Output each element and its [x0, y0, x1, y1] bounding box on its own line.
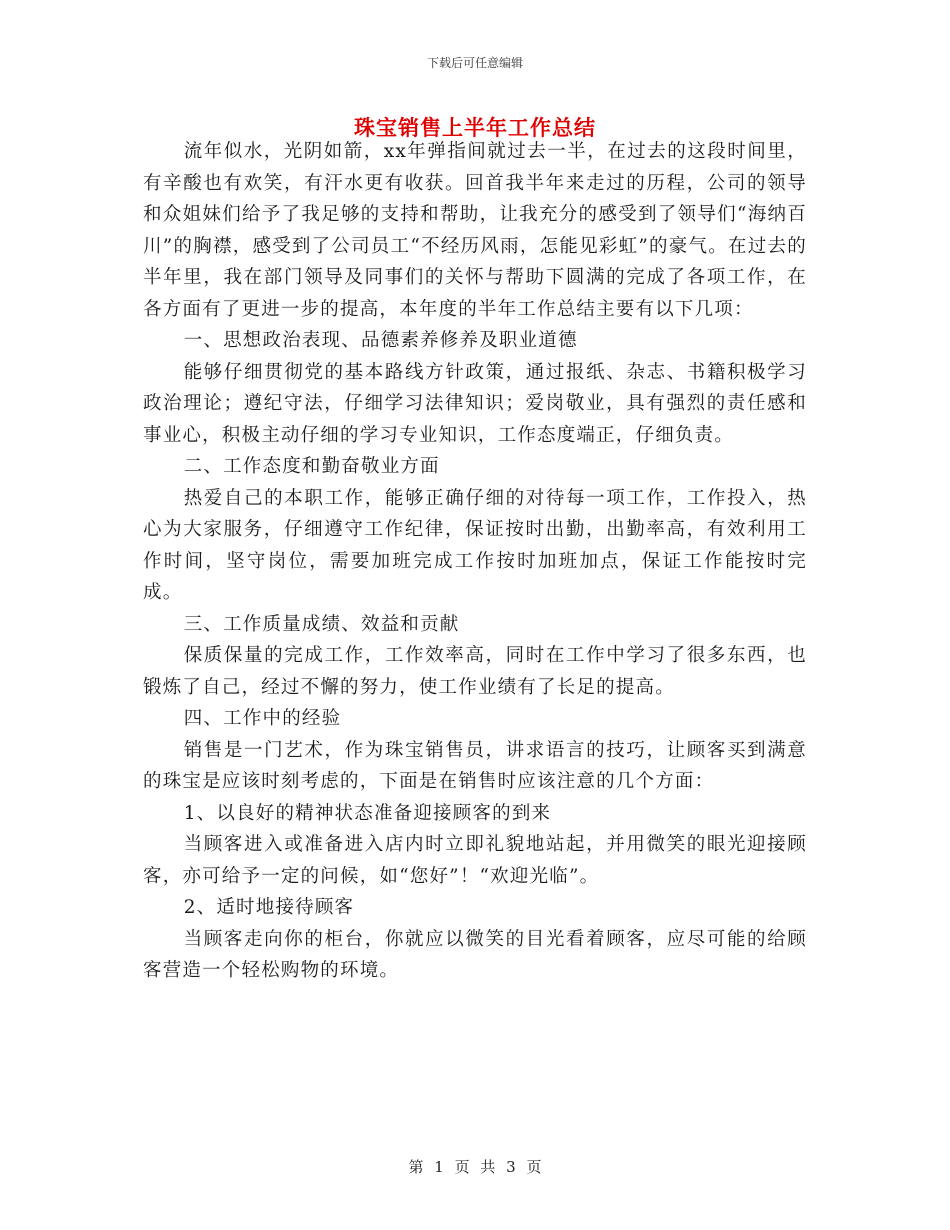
section-heading-3: 三、工作质量成绩、效益和贡献 [183, 613, 460, 635]
paragraph-intro: 流年似水，光阴如箭，xx年弹指间就过去一半，在过去的这段时间里，有辛酸也有欢笑，有汗水更有收获。回首我半年来走过的历程，公司的领导和众姐妹们给予了我足够的支持和帮助，让我充分的感受到了领导们“海纳百川”的胸襟，感受到了公司员工“不经历风雨，怎能见彩虹”的豪气。在过去的半年里，我在部门领导及同事们的关怀与帮助下圆满的完成了各项工作，在各方面有了更进一步的提高，本年度的半年工作总结主要有以下几项： [143, 141, 807, 320]
header-note: 下载后可任意编辑 [426, 56, 523, 70]
paragraph: 当顾客进入或准备进入店内时立即礼貌地站起，并用微笑的眼光迎接顾客，亦可给予一定的问候，如“您好”！“欢迎光临”。 [143, 834, 807, 887]
document-title: 珠宝销售上半年工作总结 [354, 115, 596, 140]
section-heading-4: 四、工作中的经验 [183, 708, 342, 729]
paragraph: 能够仔细贯彻党的基本路线方针政策，通过报纸、杂志、书籍积极学习政治理论；遵纪守法，仔细学习法律知识；爱岗敬业，具有强烈的责任感和事业心，积极主动仔细的学习专业知识，工作态度端正，仔细负责。 [143, 361, 807, 446]
section-heading-1: 一、思想政治表现、品德素养修养及职业道德 [183, 330, 578, 351]
subsection-heading-1: 1、以良好的精神状态准备迎接顾客的到来 [183, 802, 552, 824]
page-footer: 第 1 页 共 3 页 [408, 1158, 542, 1176]
section-heading-2: 二、工作态度和勤奋敬业方面 [183, 456, 440, 477]
paragraph: 当顾客走向你的柜台，你就应以微笑的目光看着顾客，应尽可能的给顾客营造一个轻松购物的环境。 [143, 928, 807, 981]
paragraph: 销售是一门艺术，作为珠宝销售员，讲求语言的技巧，让顾客买到满意的珠宝是应该时刻考虑的，下面是在销售时应该注意的几个方面： [143, 739, 807, 792]
paragraph: 热爱自己的本职工作，能够正确仔细的对待每一项工作，工作投入，热心为大家服务，仔细遵守工作纪律，保证按时出勤，出勤率高，有效利用工作时间，坚守岗位，需要加班完成工作按时加班加点，保证工作能按时完成。 [143, 487, 807, 603]
subsection-heading-2: 2、适时地接待顾客 [183, 897, 355, 918]
paragraph: 保质保量的完成工作，工作效率高，同时在工作中学习了很多东西，也锻炼了自己，经过不懈的努力，使工作业绩有了长足的提高。 [143, 645, 807, 698]
document-body [143, 136, 807, 987]
